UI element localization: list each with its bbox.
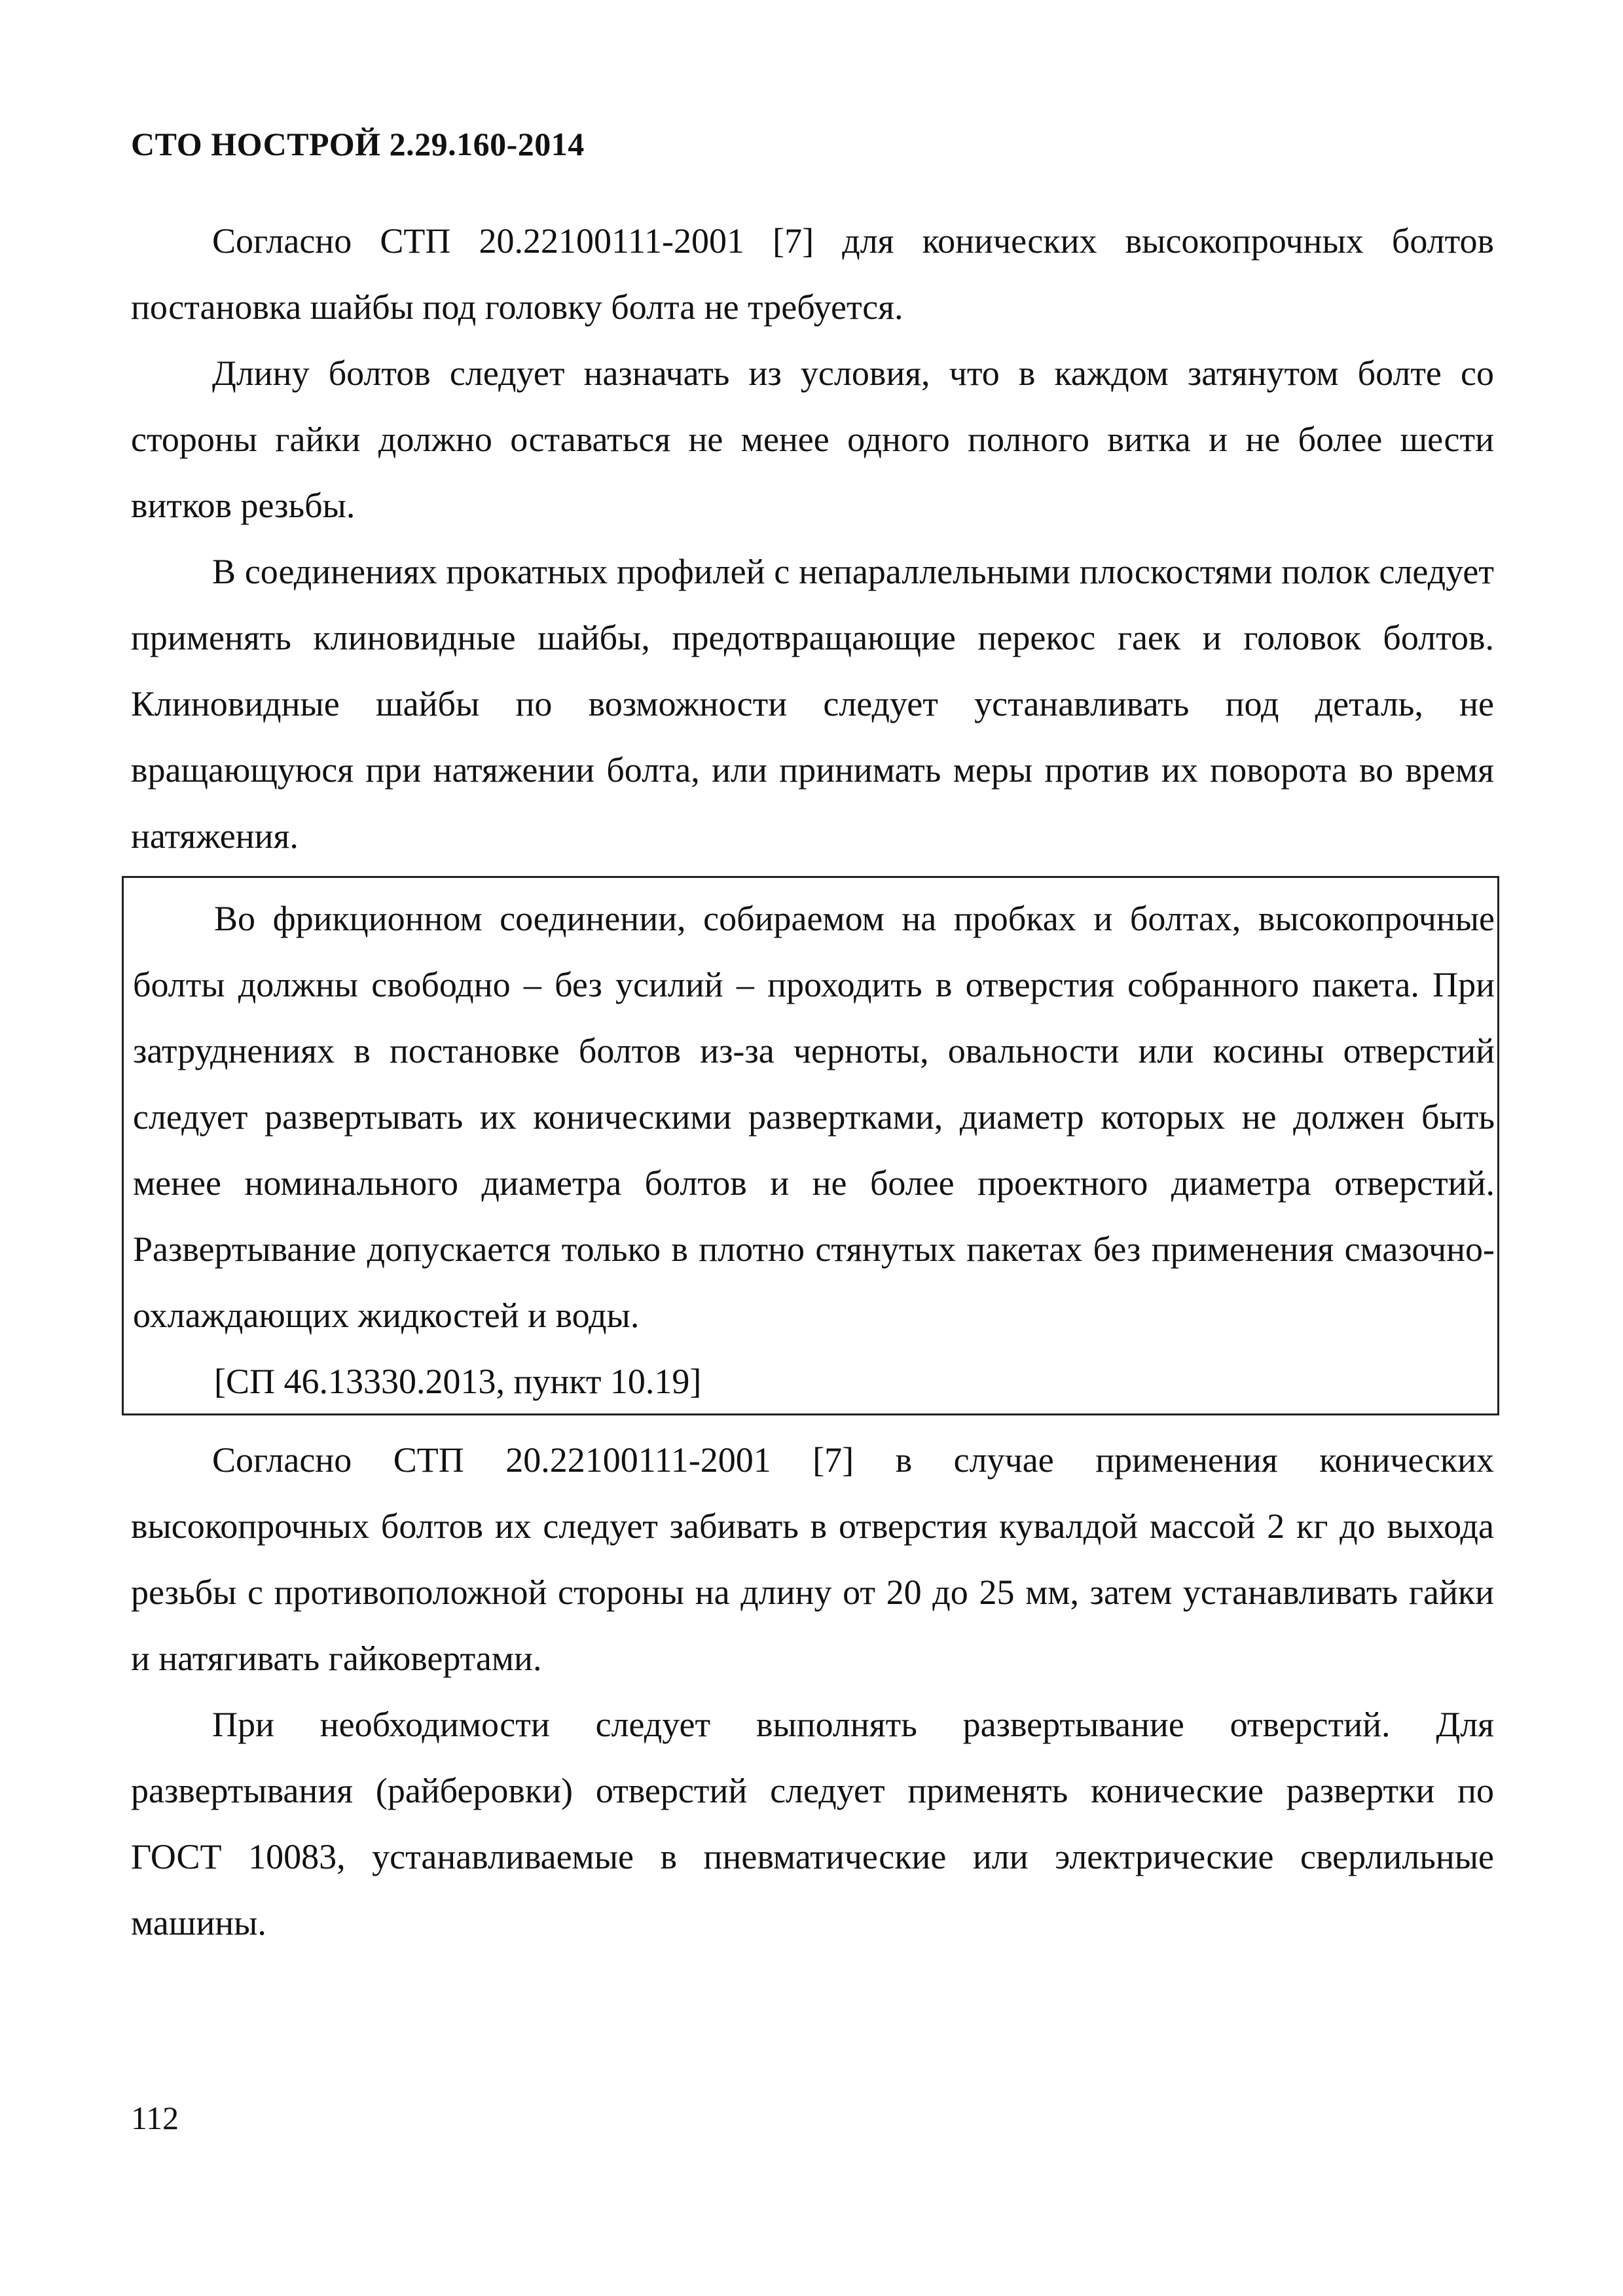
paragraph-wedge-washers: В соединениях прокатных профилей с непараллельными плоскостями полок следует применять клиновидные шайбы, предотвращающие перекос гаек и головок болтов. Клиновидные шайбы по возможности следует устанавливать под деталь, не вращающуюся при натяжении болта, или принимать меры против их поворота во время натяжения. (131, 552, 1494, 856)
boxed-regulation-quote (122, 876, 1499, 1415)
page-number: 112 (131, 2100, 179, 2136)
paragraph-conical-bolts-driving: Согласно СТП 20.22100111-2001 [7] в случае применения конических высокопрочных болтов их следует забивать в отверстия кувалдой массой 2 кг до выхода резьбы с противоположной стороны на длину от 20 до 25 мм, затем устанавливать гайки и натягивать гайковертами. (131, 1440, 1494, 1678)
paragraph-bolt-length: Длину болтов следует назначать из условия, что в каждом затянутом болте со стороны гайки должно оставаться не менее одного полного витка и не более шести витков резьбы. (131, 354, 1494, 525)
bottom-text-section (131, 1427, 1494, 1956)
boxed-quote-content (133, 886, 1495, 1415)
paragraph-reaming: При необходимости следует выполнять развертывание отверстий. Для развертывания (райберовки) отверстий следует применять конические развертки по ГОСТ 10083, устанавливаемые в пневматические или электрические сверлильные машины. (131, 1705, 1494, 1942)
top-text-section (131, 208, 1494, 869)
boxed-quote-reference: [СП 46.13330.2013, пункт 10.19] (214, 1362, 702, 1401)
paragraph-washer-note: Согласно СТП 20.22100111-2001 [7] для конических высокопрочных болтов постановка шайбы под головку болта не требуется. (131, 221, 1494, 327)
document-code-header: СТО НОСТРОЙ 2.29.160-2014 (131, 126, 585, 162)
boxed-quote-text: Во фрикционном соединении, собираемом на пробках и болтах, высокопрочные болты должны свободно – без усилий – проходить в отверстия собранного пакета. При затруднениях в постановке болтов из-за черноты, овальности или косины отверстий следует развертывать их коническими развертками, диаметр которых не должен быть менее номинального диаметра болтов и не более проектного диаметра отверстий. Развертывание допускается только в плотно стянутых пакетах без применения смазочно-охлаждающих жидкостей и воды. (133, 899, 1495, 1335)
